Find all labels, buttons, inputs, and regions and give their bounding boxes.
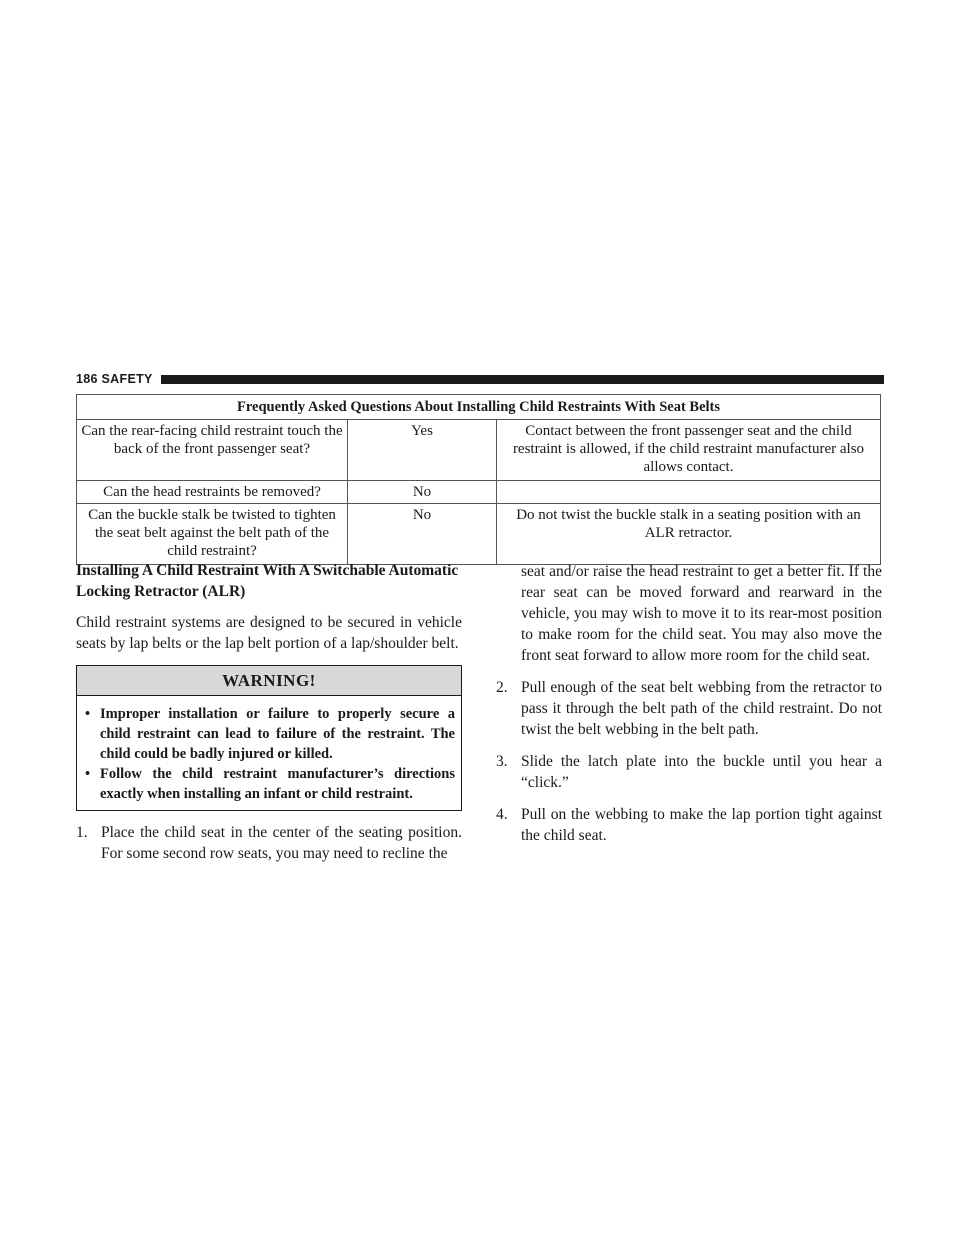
table-row bbox=[77, 504, 881, 565]
list-item bbox=[496, 677, 882, 740]
right-column bbox=[496, 561, 882, 857]
table-cell-answer: Yes bbox=[348, 420, 497, 481]
section-name: SAFETY bbox=[101, 372, 153, 386]
step-number: 3. bbox=[496, 753, 508, 770]
step-number: 2. bbox=[496, 679, 508, 696]
bullet-icon: • bbox=[85, 706, 91, 722]
steps-list-right bbox=[496, 677, 882, 846]
warning-item bbox=[85, 764, 455, 804]
step-text: Place the child seat in the center of the seating position. For some second row seats, you may need to recline the bbox=[101, 824, 462, 862]
warning-list bbox=[77, 696, 461, 810]
intro-paragraph: Child restraint systems are designed to be secured in vehicle seats by lap belts or the lap belt portion of a lap/shoulder belt. bbox=[76, 614, 462, 652]
step-continuation: seat and/or raise the head restraint to get a better fit. If the rear seat can be moved forward and rearward in the vehicle, you may wish to move it to its rear-most position to make room for the child seat. You may also move the front seat forward to allow more room for the child seat. bbox=[521, 563, 882, 664]
section-heading: Installing A Child Restraint With A Switchable Automatic Locking Retractor (ALR) bbox=[76, 562, 459, 600]
list-item bbox=[496, 804, 882, 846]
faq-table bbox=[76, 394, 881, 565]
warning-item-text: Follow the child restraint manufacturer’s directions exactly when installing an infant or child restraint. bbox=[100, 766, 455, 802]
warning-item bbox=[85, 704, 455, 764]
warning-title: WARNING! bbox=[77, 666, 461, 696]
list-item bbox=[76, 822, 462, 864]
step-text: Pull enough of the seat belt webbing from the retractor to pass it through the belt path of the child restraint. Do not twist the belt webbing in the belt path. bbox=[521, 679, 882, 738]
warning-box bbox=[76, 665, 462, 811]
step-text: Pull on the webbing to make the lap portion tight against the child seat. bbox=[521, 806, 882, 844]
table-title: Frequently Asked Questions About Installing Child Restraints With Seat Belts bbox=[77, 395, 881, 420]
table-cell-answer: No bbox=[348, 481, 497, 504]
table-cell-note bbox=[497, 481, 881, 504]
bullet-icon: • bbox=[85, 766, 91, 782]
page-number: 186 bbox=[76, 372, 98, 386]
table-cell-note: Contact between the front passenger seat and the child restraint is allowed, if the child restraint manufacturer also allows contact. bbox=[497, 420, 881, 481]
left-column bbox=[76, 560, 462, 875]
page-number-section bbox=[76, 372, 153, 386]
warning-item-text: Improper installation or failure to properly secure a child restraint can lead to failure of the restraint. The child could be badly injured or killed. bbox=[100, 706, 455, 762]
table-cell-question: Can the head restraints be removed? bbox=[77, 481, 348, 504]
page-header bbox=[76, 371, 884, 387]
step-text: Slide the latch plate into the buckle until you hear a “click.” bbox=[521, 753, 882, 791]
step-number: 1. bbox=[76, 824, 88, 841]
table-cell-answer: No bbox=[348, 504, 497, 565]
list-item bbox=[496, 751, 882, 793]
table-row bbox=[77, 420, 881, 481]
step-number: 4. bbox=[496, 806, 508, 823]
header-rule bbox=[161, 375, 884, 384]
table-row bbox=[77, 481, 881, 504]
table-cell-question: Can the buckle stalk be twisted to tighten the seat belt against the belt path of the child restraint? bbox=[77, 504, 348, 565]
steps-list-left bbox=[76, 822, 462, 864]
table-cell-note: Do not twist the buckle stalk in a seating position with an ALR retractor. bbox=[497, 504, 881, 565]
table-cell-question: Can the rear-facing child restraint touch the back of the front passenger seat? bbox=[77, 420, 348, 481]
